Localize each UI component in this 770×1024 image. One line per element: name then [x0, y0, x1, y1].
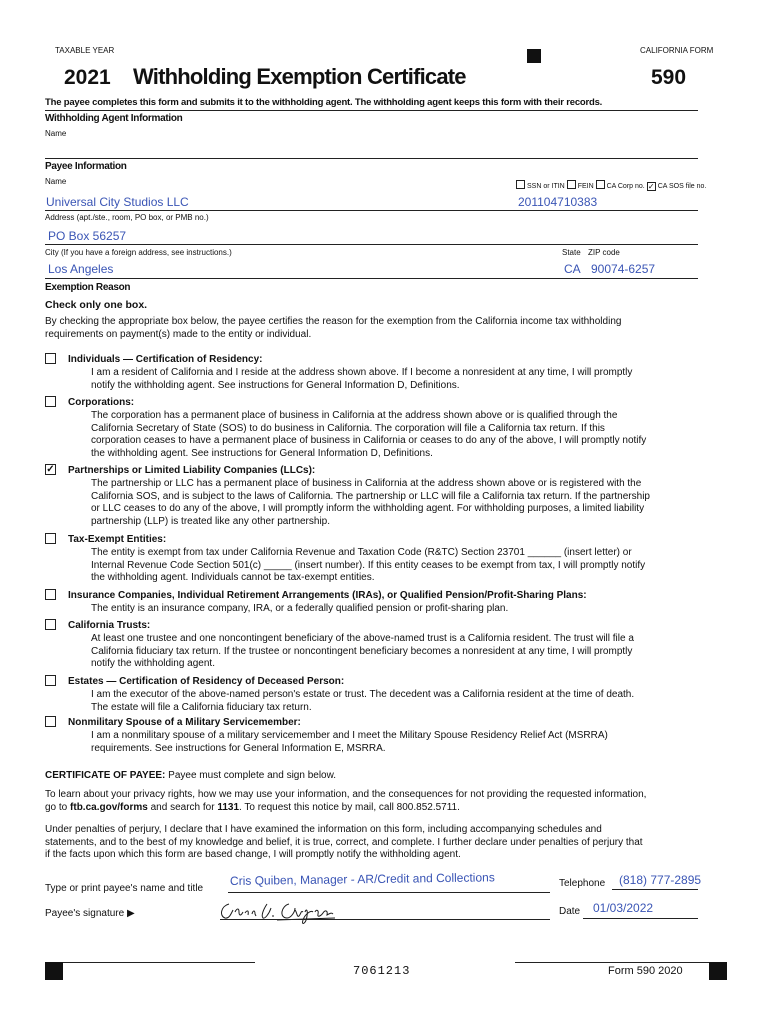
reason-line: requirements. See instructions for General Information E, MSRRA.	[91, 742, 386, 754]
date-label: Date	[559, 906, 581, 917]
ssn-option-label: SSN or ITIN	[527, 183, 565, 190]
tax-year: 2021	[64, 66, 111, 89]
name-line	[228, 892, 550, 893]
reason-line: the withholding agent. See instructions for General Information D, Definitions.	[91, 447, 433, 459]
rule	[515, 962, 709, 963]
ca-sos-option-label: CA SOS file no.	[657, 183, 707, 190]
date-value[interactable]: 01/03/2022	[593, 901, 654, 915]
certificate-title: CERTIFICATE OF PAYEE:	[45, 770, 166, 781]
ca-sos-checkbox[interactable]: ✓	[647, 182, 655, 191]
address-value[interactable]: PO Box 56257	[48, 229, 127, 243]
reason-line: California Secretary of State (SOS) to do business in California. The corporation will file a California tax return. If this	[91, 422, 605, 434]
intro-line: By checking the appropriate box below, the payee certifies the reason for the exemption from the California income tax withholding	[45, 316, 622, 327]
tax-exempt-title: Tax-Exempt Entities:	[68, 534, 167, 545]
perjury-line: if the facts upon which this form are based change, I will promptly notify the withholding agent.	[45, 849, 461, 861]
reason-line: or LLC ceases to do any of the above, I will promptly inform the withholding agent. For withholding purposes, a limited liability	[91, 503, 645, 515]
military-spouse-text	[91, 730, 608, 755]
publication-number: 1131	[217, 801, 240, 813]
agent-name-field[interactable]	[45, 140, 698, 156]
agent-name-label: Name	[45, 129, 67, 138]
tax-exempt-text	[91, 547, 645, 585]
reason-line: California SOS, and is subject to the laws of California. The partnership or LLC will file a California tax return. If the partnership	[91, 490, 650, 502]
reason-line: I am a resident of California and I reside at the address shown above. If I become a nonresident at any time, I will promptly	[91, 367, 633, 378]
corporations-checkbox[interactable]	[45, 396, 56, 407]
privacy-line	[45, 802, 646, 815]
date-line	[583, 918, 698, 919]
privacy-line: To learn about your privacy rights, how we may use your information, and the consequences for not providing the requested information,	[45, 789, 647, 800]
reason-line: The entity is an insurance company, IRA, or a federally qualified pension or profit-sharing plan.	[91, 603, 509, 614]
individuals-title: Individuals — Certification of Residency:	[68, 354, 263, 365]
reason-line: partnership (LLP) is treated like any other partnership.	[91, 515, 331, 527]
california-form-label: CALIFORNIA FORM	[640, 46, 714, 55]
fein-checkbox[interactable]	[567, 180, 576, 189]
payee-id-value[interactable]: 201104710383	[518, 195, 598, 209]
intro-line: requirements on payment(s) made to the entity or individual.	[45, 328, 312, 340]
partnerships-text	[91, 478, 650, 528]
form-number: 590	[651, 66, 687, 89]
zip-value[interactable]: 90074-6257	[591, 262, 656, 276]
check-one-instruction: Check only one box.	[45, 299, 148, 311]
individuals-checkbox[interactable]	[45, 353, 56, 364]
exemption-intro	[45, 316, 621, 341]
registration-mark	[45, 962, 63, 980]
rule	[45, 110, 698, 111]
telephone-label: Telephone	[559, 878, 606, 889]
form-instructions: The payee completes this form and submits it to the withholding agent. The withholding agent keeps this form with their records.	[45, 97, 603, 108]
reason-line: notify the withholding agent. See instructions for General Information D, Definitions.	[91, 379, 460, 391]
registration-mark	[709, 962, 727, 980]
fein-option-label: FEIN	[577, 183, 594, 190]
reason-line: Internal Revenue Code Section 501(c) _____ (insert number). If this entity ceases to be exempt from tax, I will promptly notify	[91, 559, 646, 571]
payee-signature[interactable]	[215, 896, 340, 932]
signature-label: Payee's signature ▶	[45, 908, 135, 919]
city-value[interactable]: Los Angeles	[48, 262, 114, 276]
reason-line: The partnership or LLC has a permanent place of business in California at the address shown above or is registered with the	[91, 478, 642, 489]
reason-line: I am a nonmilitary spouse of a military servicemember and I meet the Military Spouse Residency Relief Act (MSRRA)	[91, 730, 608, 741]
ca-corp-checkbox[interactable]	[596, 180, 605, 189]
reason-line: corporation ceases to have a permanent place of business in California or ceases to do any of the above, I will promptly notify	[91, 435, 647, 447]
telephone-line	[612, 889, 698, 890]
form-title: Withholding Exemption Certificate	[133, 64, 466, 89]
reason-line: I am the executor of the above-named person's estate or trust. The decedent was a California resident at the time of death.	[91, 689, 635, 700]
rule	[63, 962, 255, 963]
reason-line: The estate will file a California fiduciary tax return.	[91, 701, 312, 713]
privacy-text: . To request this notice by mail, call 800.852.5711.	[239, 801, 460, 813]
reason-line: The entity is exempt from tax under California Revenue and Taxation Code (R&TC) Section 23701 ______ (insert letter) or	[91, 547, 632, 558]
partnerships-checkbox[interactable]: ✓	[46, 464, 55, 475]
payee-heading: Payee Information	[45, 161, 127, 172]
insurance-checkbox[interactable]	[45, 589, 56, 600]
estates-title: Estates — Certification of Residency of Deceased Person:	[68, 676, 345, 687]
perjury-line: Under penalties of perjury, I declare that I have examined the information on this form, including accompanying schedules and	[45, 824, 602, 835]
zip-label: ZIP code	[588, 248, 620, 257]
privacy-notice	[45, 789, 646, 814]
perjury-statement	[45, 824, 643, 862]
registration-mark	[527, 49, 541, 63]
state-label: State	[562, 248, 581, 257]
payee-name-value[interactable]: Universal City Studios LLC	[46, 195, 189, 209]
military-spouse-checkbox[interactable]	[45, 716, 56, 727]
military-spouse-title: Nonmilitary Spouse of a Military Servicemember:	[68, 717, 301, 728]
certificate-heading	[45, 770, 336, 781]
rule	[45, 244, 698, 245]
taxable-year-label: TAXABLE YEAR	[55, 46, 115, 55]
insurance-text	[91, 603, 508, 616]
payee-id-type-options	[516, 180, 706, 191]
telephone-value[interactable]: (818) 777-2895	[619, 873, 702, 887]
perjury-line: statements, and to the best of my knowledge and belief, it is true, correct, and complete. I further declare under penalties of perjury that	[45, 836, 643, 848]
state-value[interactable]: CA	[564, 262, 581, 276]
tax-exempt-checkbox[interactable]	[45, 533, 56, 544]
corporations-text	[91, 410, 646, 460]
ftb-link[interactable]: ftb.ca.gov/forms	[70, 801, 148, 813]
individuals-text	[91, 367, 632, 392]
certificate-subtitle: Payee must complete and sign below.	[165, 770, 337, 781]
payee-name-label: Name	[45, 177, 67, 186]
reason-line: notify the withholding agent.	[91, 658, 215, 670]
partnerships-title: Partnerships or Limited Liability Companies (LLCs):	[68, 465, 316, 476]
form-footer-label: Form 590 2020	[608, 965, 683, 977]
reason-line: California fiduciary tax return. If the trustee or noncontingent beneficiary becomes a nonresident at any time, I will promptly	[91, 645, 633, 657]
trusts-title: California Trusts:	[68, 620, 151, 631]
payee-name-title-label: Type or print payee's name and title	[45, 883, 204, 894]
reason-line: At least one trustee and one noncontingent beneficiary of the above-named trust is a California resident. The trust will file a	[91, 633, 634, 644]
privacy-text: and search for	[147, 801, 218, 813]
corporations-title: Corporations:	[68, 397, 135, 408]
withholding-agent-heading: Withholding Agent Information	[45, 113, 183, 124]
trusts-checkbox[interactable]	[45, 619, 56, 630]
exemption-heading: Exemption Reason	[45, 282, 131, 293]
privacy-text: go to	[45, 801, 71, 813]
reason-line: the withholding agent. Individuals cannot be tax-exempt entities.	[91, 572, 375, 584]
address-label: Address (apt./ste., room, PO box, or PMB no.)	[45, 213, 209, 222]
rule	[45, 210, 698, 211]
ssn-checkbox[interactable]	[516, 180, 525, 189]
estates-text	[91, 689, 634, 714]
rule	[45, 278, 698, 279]
signature-line	[220, 919, 550, 920]
ca-corp-option-label: CA Corp no.	[606, 183, 645, 190]
barcode-number: 7061213	[353, 964, 411, 978]
city-label: City (If you have a foreign address, see instructions.)	[45, 248, 232, 257]
payee-name-title-value[interactable]: Cris Quiben, Manager - AR/Credit and Collections	[229, 870, 495, 888]
reason-line: The corporation has a permanent place of business in California at the address shown above or is qualified through the	[91, 410, 618, 421]
insurance-title: Insurance Companies, Individual Retirement Arrangements (IRAs), or Qualified Pension/Profit-Sharing Plans:	[68, 590, 587, 601]
trusts-text	[91, 633, 634, 671]
estates-checkbox[interactable]	[45, 675, 56, 686]
rule	[45, 158, 698, 159]
